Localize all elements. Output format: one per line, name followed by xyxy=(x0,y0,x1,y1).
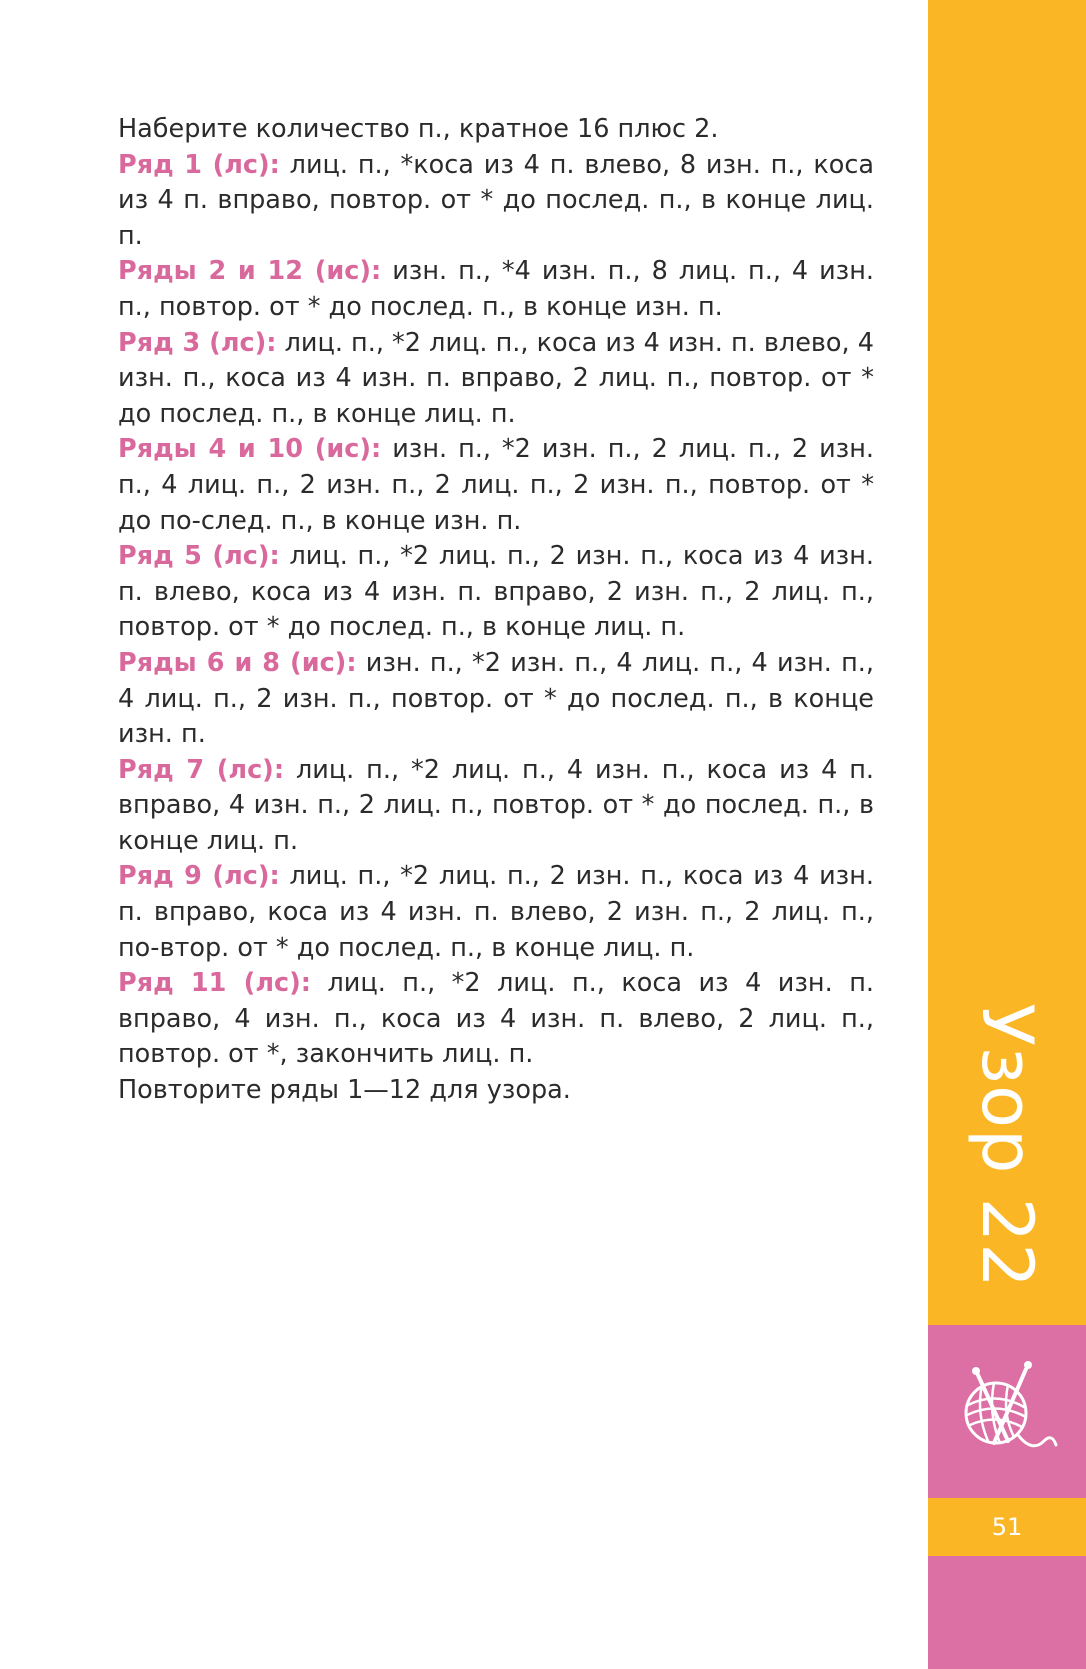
outro-line: Повторите ряды 1—12 для узора. xyxy=(118,1075,571,1106)
row-text: лиц. п., *коса из 4 п. влево, 8 изн. п., коса из 4 п. вправо, повтор. от * до послед. п., в конце лиц. п. xyxy=(118,149,874,251)
pattern-title: Узор 22 xyxy=(966,1003,1048,1289)
row-text: изн. п., *2 изн. п., 2 лиц. п., 2 изн. п., 4 лиц. п., 2 изн. п., 2 лиц. п., 2 изн. п., повтор. от * до по-след. п., в конце изн. п. xyxy=(118,434,875,536)
row-text: лиц. п., *2 лиц. п., 2 изн. п., коса из 4 изн. п. влево, коса из 4 изн. п. вправо, 2 изн. п., 2 лиц. п., повтор. от * до послед. п., в конце лиц. п. xyxy=(118,541,874,643)
row-label: Ряд 1 (лс): xyxy=(118,149,280,180)
row-label: Ряд 9 (лс): xyxy=(118,861,280,892)
row-label: Ряд 7 (лс): xyxy=(118,754,285,785)
page-number: 51 xyxy=(991,1513,1023,1541)
row-label: Ряд 3 (лс): xyxy=(118,327,277,358)
intro-line: Наберите количество п., кратное 16 плюс 2. xyxy=(118,114,719,144)
row-instruction xyxy=(118,254,874,325)
row-label: Ряд 11 (лс): xyxy=(118,968,311,999)
row-text: изн. п., *2 изн. п., 4 лиц. п., 4 изн. п., 4 лиц. п., 2 изн. п., повтор. от * до послед. п., в конце изн. п. xyxy=(118,647,875,750)
row-instruction xyxy=(118,753,874,860)
sidebar-band-bottom xyxy=(928,1556,1086,1669)
row-instruction xyxy=(118,326,874,433)
pattern-instructions xyxy=(118,112,874,1109)
row-text: лиц. п., *2 лиц. п., 4 изн. п., коса из 4 п. вправо, 4 изн. п., 2 лиц. п., повтор. от * до послед. п., в конце лиц. п. xyxy=(118,754,874,856)
row-instruction xyxy=(118,539,874,646)
row-instruction xyxy=(118,859,874,966)
row-label: Ряд 5 (лс): xyxy=(118,541,280,572)
yarn-ball-icon xyxy=(948,1357,1060,1469)
row-label: Ряды 6 и 8 (ис): xyxy=(118,647,357,678)
row-instruction xyxy=(118,646,874,753)
row-label: Ряды 2 и 12 (ис): xyxy=(118,256,382,287)
row-text: лиц. п., *2 лиц. п., коса из 4 изн. п. влево, 4 изн. п., коса из 4 изн. п. вправо, 2 лиц. п., повтор. от * до послед. п., в конце лиц. п. xyxy=(118,327,874,429)
row-text: изн. п., *4 изн. п., 8 лиц. п., 4 изн. п., повтор. от * до послед. п., в конце изн. п. xyxy=(118,256,875,322)
row-label: Ряды 4 и 10 (ис): xyxy=(118,434,382,465)
row-instruction xyxy=(118,148,874,255)
row-text: лиц. п., *2 лиц. п., коса из 4 изн. п. вправо, 4 изн. п., коса из 4 изн. п. влево, 2 лиц. п., повтор. от *, закончить лиц. п. xyxy=(118,968,874,1070)
row-text: лиц. п., *2 лиц. п., 2 изн. п., коса из 4 изн. п. вправо, коса из 4 изн. п. влево, 2 изн. п., 2 лиц. п., по-втор. от * до послед. п., в конце лиц. п. xyxy=(118,861,874,963)
row-instruction xyxy=(118,432,874,539)
row-instruction xyxy=(118,966,874,1073)
sidebar-tab xyxy=(928,0,1086,1669)
